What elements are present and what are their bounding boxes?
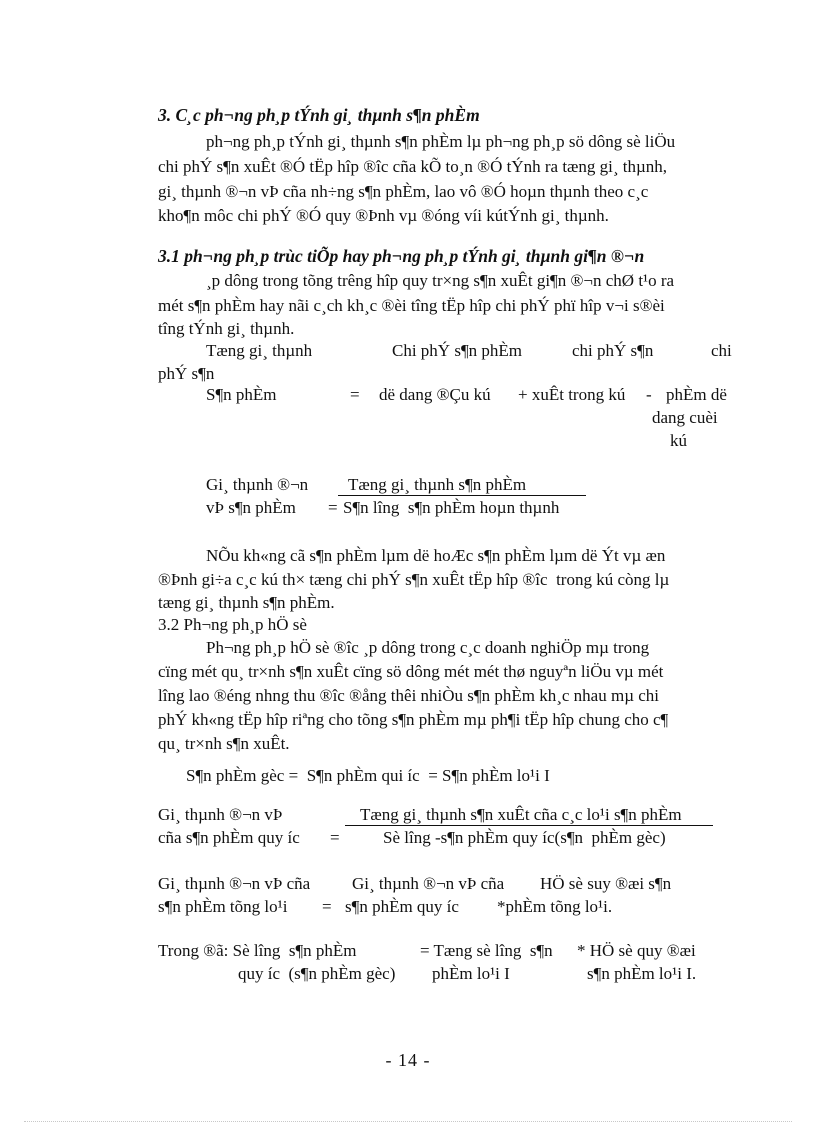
formula-label: vÞ s¶n phÈm — [206, 498, 296, 517]
formula-term: S¶n phÈm — [206, 385, 277, 404]
fraction-numerator: Tæng gi¸ thµnh s¶n phÈm — [348, 475, 527, 494]
paragraph-line: ¸p dông trong tõng trêng hîp quy tr×ng s¶n xuÊt gi¶n ®¬n chØ t¹o ra — [206, 271, 675, 290]
formula-term: Gi¸ thµnh ®¬n vÞ cña — [158, 874, 311, 893]
paragraph-line: gi¸ thµnh ®¬n vÞ cña nh÷ng s¶n phÈm, lao vô ®Ó hoµn thµnh theo c¸c — [158, 182, 649, 201]
formula-term: + xuÊt trong kú — [518, 385, 626, 404]
formula-term: phÈm dë — [666, 385, 727, 404]
formula-term: dë dang ®Çu kú — [379, 385, 491, 404]
equals-sign: = — [328, 498, 338, 517]
fraction-numerator: Tæng gi¸ thµnh s¶n xuÊt cña c¸c lo¹i s¶n phÈm — [360, 805, 682, 824]
fraction-bar — [345, 825, 713, 826]
paragraph-line: lîng lao ®éng nhng thu ®îc ®ång thêi nhiÒu s¶n phÈm kh¸c nhau mµ chi — [158, 686, 660, 705]
formula-term: *phÈm tõng lo¹i. — [497, 897, 613, 916]
paragraph-line: NÕu kh«ng cã s¶n phÈm lµm dë hoÆc s¶n phÈm lµm dë Ýt vµ æn — [206, 546, 666, 565]
formula-term: phÈm lo¹i I — [432, 964, 510, 983]
paragraph-line: phÝ kh«ng tËp hîp riªng cho tõng s¶n phÈm mµ ph¶i tËp hîp chung cho c¶ — [158, 710, 669, 729]
formula-label: cña s¶n phÈm quy íc — [158, 828, 300, 847]
footer-divider — [24, 1121, 792, 1122]
formula-term: Tæng gi¸ thµnh — [206, 341, 313, 360]
formula-term: * HÖ sè quy ®æi — [577, 941, 696, 960]
paragraph-line: mét s¶n phÈm hay nãi c¸ch kh¸c ®èi tîng tËp hîp chi phÝ phï hîp v¬i s®èi — [158, 296, 665, 315]
formula-term: chi — [711, 341, 732, 360]
formula-term: s¶n phÈm quy íc — [345, 897, 459, 916]
fraction-denominator: Sè lîng -s¶n phÈm quy íc(s¶n phÈm gèc) — [383, 828, 666, 847]
formula-term: = Tæng sè lîng s¶n — [420, 941, 553, 960]
equals-sign: = — [322, 897, 332, 916]
paragraph-line: tîng tÝnh gi¸ thµnh. — [158, 319, 295, 338]
formula-term: s¶n phÈm tõng lo¹i — [158, 897, 288, 916]
page-number: - 14 - — [385, 1050, 431, 1070]
paragraph-line: ®Þnh gi÷a c¸c kú th× tæng chi phÝ s¶n xuÊt tËp hîp ®îc trong kú còng lµ — [158, 570, 670, 589]
section-heading-3: 3. C¸c ph¬ng ph¸p tÝnh gi¸ thµnh s¶n phÈm — [158, 105, 480, 125]
paragraph-line: Ph¬ng ph¸p hÖ sè ®îc ¸p dông trong c¸c doanh nghiÖp mµ trong — [206, 638, 650, 657]
formula-term: phÝ s¶n — [158, 364, 215, 383]
formula-term: dang cuèi — [652, 408, 718, 427]
formula-term: quy íc (s¶n phÈm gèc) — [238, 964, 396, 983]
equals-sign: = — [350, 385, 360, 404]
paragraph-line: tæng gi¸ thµnh s¶n phÈm. — [158, 593, 335, 612]
equals-sign: = — [330, 828, 340, 847]
formula-label: Gi¸ thµnh ®¬n — [206, 475, 309, 494]
formula-term: Chi phÝ s¶n phÈm — [392, 341, 523, 360]
formula-label: Gi¸ thµnh ®¬n vÞ — [158, 805, 283, 824]
formula-term: HÖ sè suy ®æi s¶n — [540, 874, 672, 893]
paragraph-line: chi phÝ s¶n xuÊt ®Ó tËp hîp ®îc cña kÕ to¸n ®Ó tÝnh ra tæng gi¸ thµnh, — [158, 157, 668, 176]
minus-sign: - — [646, 385, 652, 404]
formula-term: kú — [670, 431, 687, 450]
formula-product-equivalence: S¶n phÈm gèc = S¶n phÈm qui íc = S¶n phÈm lo¹i I — [186, 766, 550, 785]
formula-term: Gi¸ thµnh ®¬n vÞ cña — [352, 874, 505, 893]
paragraph-line: qu¸ tr×nh s¶n xuÊt. — [158, 734, 290, 753]
fraction-bar — [338, 495, 586, 496]
paragraph-line: kho¶n môc chi phÝ ®Ó quy ®Þnh vµ ®óng víi kútÝnh gi¸ thµnh. — [158, 206, 609, 225]
formula-term: Trong ®ã: Sè lîng s¶n phÈm — [158, 941, 357, 960]
section-heading-3-1: 3.1 ph¬ng ph¸p trùc tiÕp hay ph¬ng ph¸p tÝnh gi¸ thµnh gi¶n ®¬n — [158, 246, 645, 266]
section-heading-3-2: 3.2 Ph¬ng ph¸p hÖ sè — [158, 615, 307, 634]
paragraph-line: cïng mét qu¸ tr×nh s¶n xuÊt cïng sö dông mét mét thø nguyªn liÖu vµ mét — [158, 662, 664, 681]
paragraph-line: ph¬ng ph¸p tÝnh gi¸ thµnh s¶n phÈm lµ ph¬ng ph¸p sö dông sè liÖu — [206, 132, 676, 151]
formula-term: s¶n phÈm lo¹i I. — [587, 964, 697, 983]
fraction-denominator: S¶n lîng s¶n phÈm hoµn thµnh — [343, 498, 560, 517]
formula-term: chi phÝ s¶n — [572, 341, 654, 360]
